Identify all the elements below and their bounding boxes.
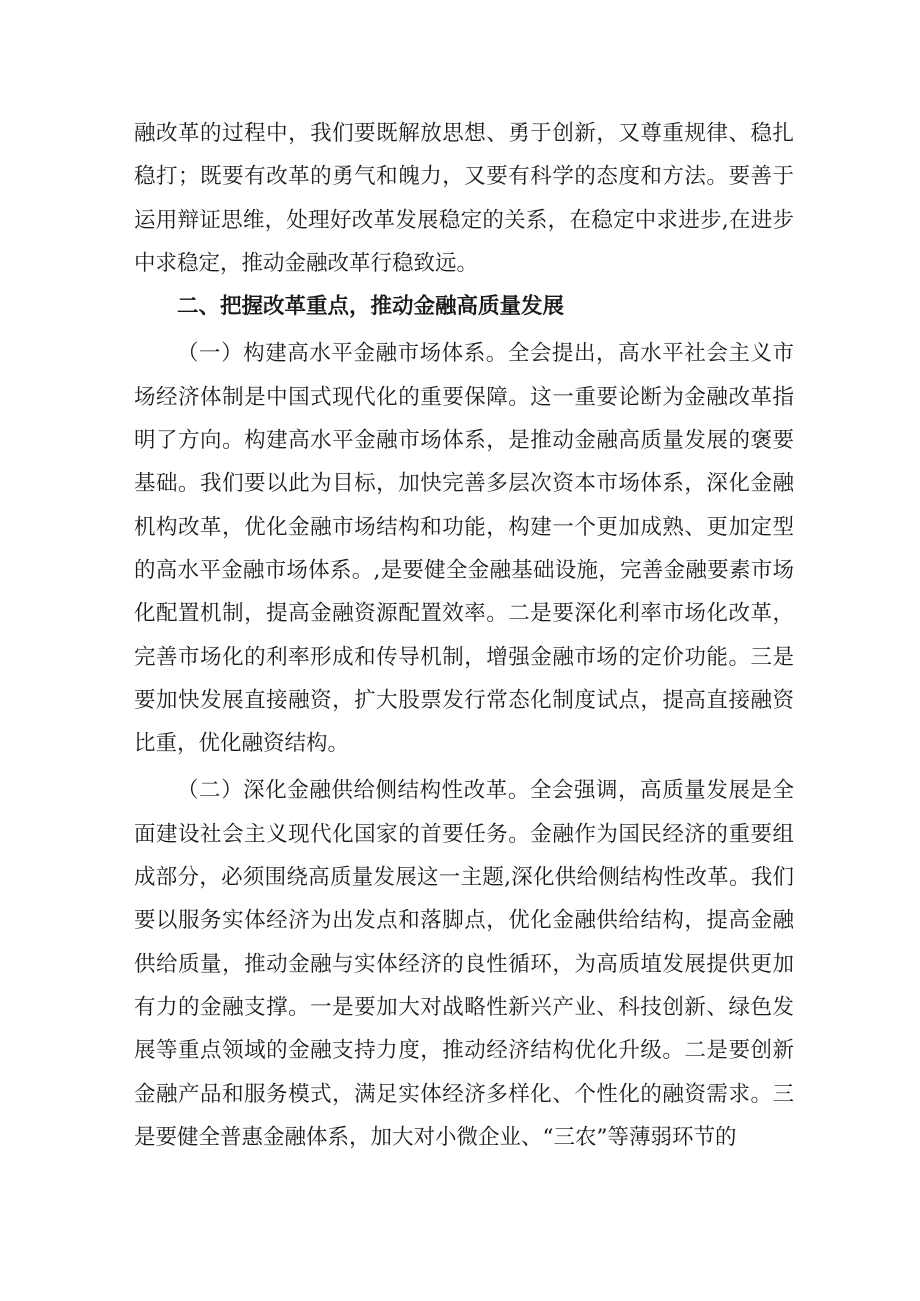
section-heading: 二、把握改革重点，推动金融高质量发展 xyxy=(177,294,565,320)
document-body xyxy=(134,112,794,1159)
subsection-paragraph-1: （一）构建高水平金融市场体系。全会提出，高水平社会主义市场经济体制是中国式现代化的重要保障。这一重要论断为金融改革指明了方向。构建高水平金融市场体系，是推动金融高质量发展的褒要基础。我们要以此为目标，加快完善多层次资本市场体系，深化金融机构改革，优化金融市场结构和功能，构建一个更加成熟、更加定型的高水平金融市场体系。,是要健全金融基础设施，完善金融要素市场化配置机制，提高金融资源配置效率。二是要深化利率市场化改革，完善市场化的利率形成和传导机制，增强金融市场的定价功能。三是要加快发展直接融资，扩大股票发行常态化制度试点，提高直接融资比重，优化融资结构。 xyxy=(134,341,794,757)
continuation-paragraph: 融改革的过程中，我们要既解放思想、勇于创新，又尊重规律、稳扎稳打；既要有改革的勇气和魄力，又要有科学的态度和方法。要善于运用辩证思维，处理好改革发展稳定的关系，在稳定中求进步,在进步中求稳定，推动金融改革行稳致远。 xyxy=(134,121,794,276)
subsection-paragraph-2: （二）深化金融供给侧结构性改革。全会强调，高质量发展是全面建设社会主义现代化国家的首要任务。金融作为国民经济的重要组成部分，必须围绕高质量发展这一主题,深化供给侧结构性改革。我们要以服务实体经济为出发点和落脚点，优化金融供给结构，提高金融供给质量，推动金融与实体经济的良性循环，为高质埴发展提供更加有力的金融支撑。一是要加大对战略性新兴产业、科技创新、绿色发展等重点领域的金融支持力度，推动经济结构优化升级。二是要创新金融产品和服务模式，满足实体经济多样化、个性化的融资需求。三是要健全普惠金融体系，加大对小微企业、“三农”等薄弱环节的 xyxy=(134,778,794,1150)
